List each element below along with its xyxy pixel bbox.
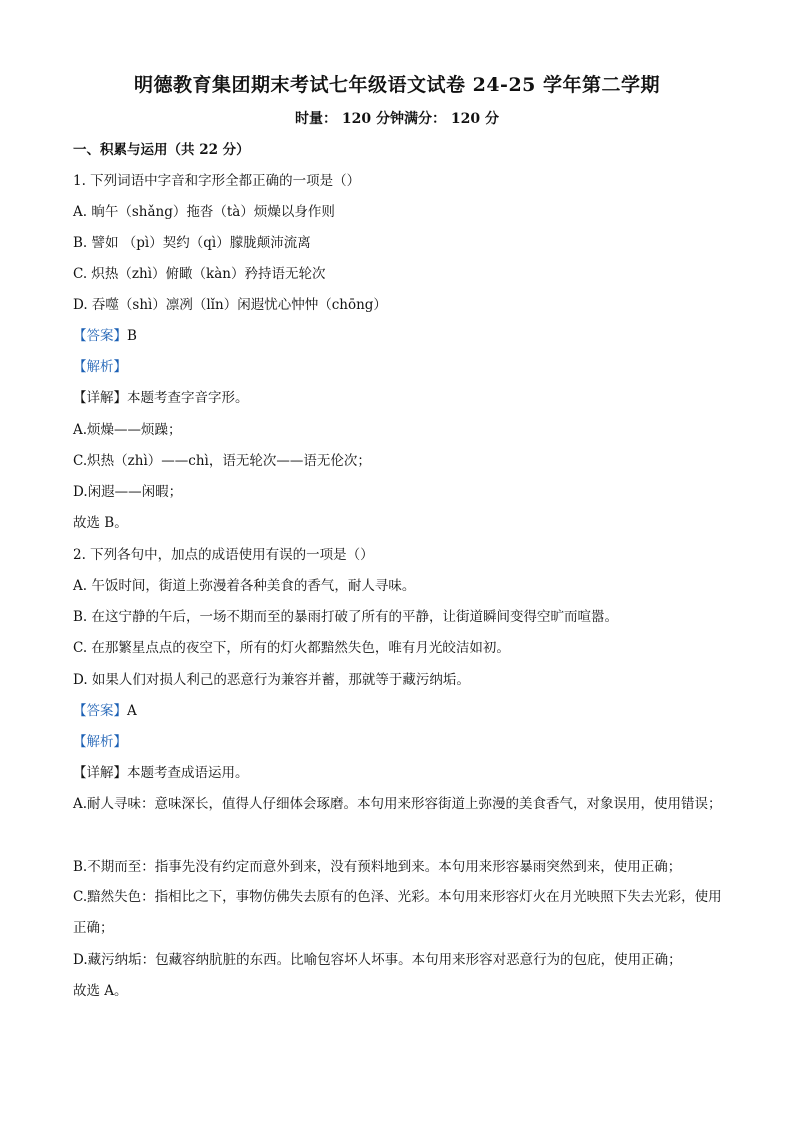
q2-detail: 本题考查成语运用。 (127, 765, 249, 781)
answer-tag: 【答案】 (73, 328, 127, 344)
q2-note-c: C.黯然失色：指相比之下，事物仿佛失去原有的色泽、光彩。本句用来形容灯火在月光映照下失去光彩，使用正确； (73, 889, 722, 936)
answer-tag: 【答案】 (73, 703, 127, 719)
q2-answer: A (127, 703, 137, 719)
q2-conclusion: 故选 A。 (73, 983, 128, 999)
q1-option-a: A. 晌午（shǎng）拖沓（tà）烦燥以身作则 (73, 204, 335, 220)
q1-conclusion: 故选 B。 (73, 515, 128, 531)
q2-note-a: A.耐人寻味：意味深长，值得人仔细体会琢磨。本句用来形容街道上弥漫的美食香气，对象误用，使用错误； (73, 796, 722, 812)
q1-note-a: A.烦燥——烦躁； (73, 422, 182, 438)
q1-detail: 本题考查字音字形。 (127, 390, 249, 406)
q1-option-c: C. 炽热（zhì）俯瞰（kàn）矜持语无轮次 (73, 266, 326, 282)
exam-title: 明德教育集团期末考试七年级语文试卷 24-25 学年第二学期 (134, 74, 660, 96)
q1-option-b: B. 譬如 （pì）契约（qì）朦胧颠沛流离 (73, 235, 311, 251)
q1-answer: B (127, 328, 137, 344)
q1-detail-line (73, 388, 723, 408)
q1-option-d: D. 吞噬（shì）凛冽（lǐn）闲遐忧心忡忡（chōng） (73, 297, 387, 313)
q1-note-d: D.闲遐——闲暇； (73, 484, 183, 500)
q2-option-d: D. 如果人们对损人利己的恶意行为兼容并蓄，那就等于藏污纳垢。 (73, 672, 470, 688)
q2-option-b: B. 在这宁静的午后，一场不期而至的暴雨打破了所有的平静，让街道瞬间变得空旷而喧嚣。 (73, 609, 619, 625)
exam-time-score: 时量： 120 分钟满分： 120 分 (295, 111, 499, 127)
analysis-tag: 【解析】 (73, 359, 127, 375)
q2-note-d: D.藏污纳垢：包藏容纳肮脏的东西。比喻包容坏人坏事。本句用来形容对恶意行为的包庇，使用正确； (73, 952, 682, 968)
section-heading: 一、积累与运用（共 22 分） (73, 142, 250, 158)
q2-analysis-line (73, 732, 723, 752)
q1-note-c: C.炽热（zhì）——chì，语无轮次——语无伦次； (73, 453, 371, 469)
analysis-tag: 【解析】 (73, 734, 127, 750)
q2-option-a: A. 午饭时间，街道上弥漫着各种美食的香气，耐人寻味。 (73, 578, 416, 594)
q2-stem: 2. 下列各句中，加点的成语使用有误的一项是（） (73, 547, 374, 563)
q2-note-b: B.不期而至：指事先没有约定而意外到来，没有预料地到来。本句用来形容暴雨突然到来，使用正确； (73, 859, 682, 875)
q2-option-c: C. 在那繁星点点的夜空下，所有的灯火都黯然失色，唯有月光皎洁如初。 (73, 640, 510, 656)
q1-analysis-line (73, 357, 723, 377)
detail-tag: 【详解】 (73, 390, 127, 406)
q2-answer-line (73, 701, 723, 721)
detail-tag: 【详解】 (73, 765, 127, 781)
q1-stem: 1. 下列词语中字音和字形全都正确的一项是（） (73, 173, 361, 189)
q1-answer-line (73, 326, 723, 346)
q2-detail-line (73, 763, 723, 783)
